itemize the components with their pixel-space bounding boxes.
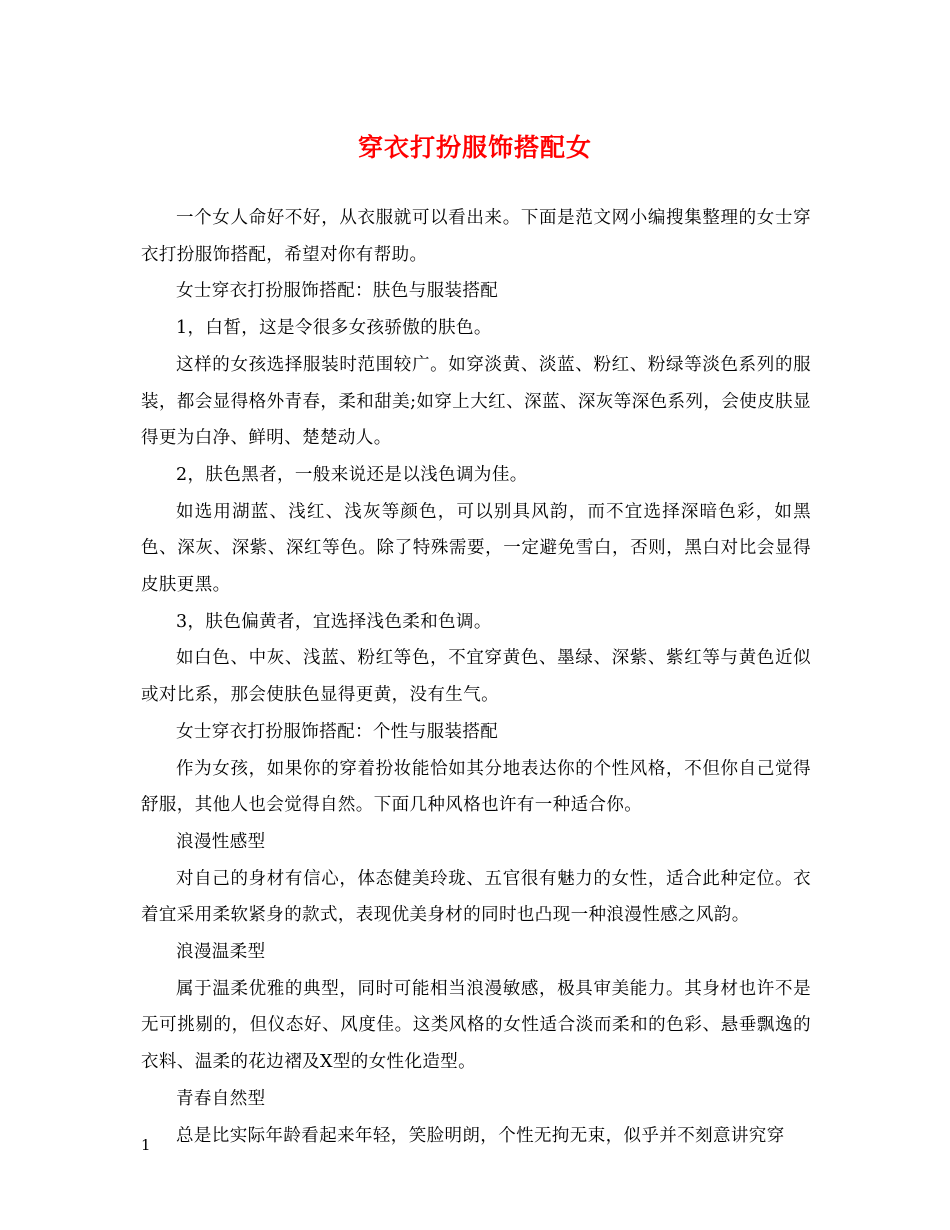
- paragraph-fair-skin: 这样的女孩选择服装时范围较广。如穿淡黄、淡蓝、粉红、粉绿等淡色系列的服装，都会显得格外青春，柔和甜美;如穿上大红、深蓝、深灰等深色系列，会使皮肤显得更为白净、鲜明、楚楚动人。: [141, 354, 811, 449]
- section-heading-skin-color: 女士穿衣打扮服饰搭配：肤色与服装搭配: [176, 281, 499, 302]
- section-heading-personality: 女士穿衣打扮服饰搭配：个性与服装搭配: [176, 721, 499, 742]
- page-number: 1: [141, 1136, 151, 1154]
- list-item-dark-skin: 2，肤色黑者，一般来说还是以浅色调为佳。: [176, 464, 528, 485]
- paragraph-youthful-natural: 总是比实际年龄看起来年轻，笑脸明朗，个性无拘无束，似乎并不刻意讲究穿: [176, 1125, 785, 1146]
- document-title: 穿衣打扮服饰搭配女: [357, 133, 592, 162]
- paragraph-romantic-sexy: 对自己的身材有信心，体态健美玲珑、五官很有魅力的女性，适合此种定位。衣着宜采用柔软紧身的款式，表现优美身材的同时也凸现一种浪漫性感之风韵。: [141, 868, 811, 926]
- list-item-fair-skin: 1，白皙，这是令很多女孩骄傲的肤色。: [176, 318, 492, 339]
- paragraph-intro: 一个女人命好不好，从衣服就可以看出来。下面是范文网小编搜集整理的女士穿衣打扮服饰搭配，希望对你有帮助。: [141, 208, 811, 265]
- style-heading-romantic-gentle: 浪漫温柔型: [176, 942, 266, 963]
- list-item-yellow-skin: 3，肤色偏黄者，宜选择浅色柔和色调。: [176, 611, 492, 632]
- paragraph-romantic-gentle: 属于温柔优雅的典型，同时可能相当浪漫敏感，极具审美能力。其身材也许不是无可挑剔的，但仪态好、风度佳。这类风格的女性适合淡而柔和的色彩、悬垂飘逸的衣料、温柔的花边褶及X型的女性化造型。: [141, 978, 811, 1073]
- style-heading-youthful-natural: 青春自然型: [176, 1088, 266, 1109]
- paragraph-yellow-skin: 如白色、中灰、浅蓝、粉红等色，不宜穿黄色、墨绿、深紫、紫红等与黄色近似或对比系，那会使肤色显得更黄，没有生气。: [141, 648, 811, 706]
- style-heading-romantic-sexy: 浪漫性感型: [176, 831, 266, 852]
- paragraph-personality: 作为女孩，如果你的穿着扮妆能恰如其分地表达你的个性风格，不但你自己觉得舒服，其他人也会觉得自然。下面几种风格也许有一种适合你。: [141, 758, 811, 816]
- document-body: [141, 200, 811, 1154]
- paragraph-dark-skin: 如选用湖蓝、浅红、浅灰等颜色，可以别具风韵，而不宜选择深暗色彩，如黑色、深灰、深紫、深红等色。除了特殊需要，一定避免雪白，否则，黑白对比会显得皮肤更黑。: [141, 501, 811, 596]
